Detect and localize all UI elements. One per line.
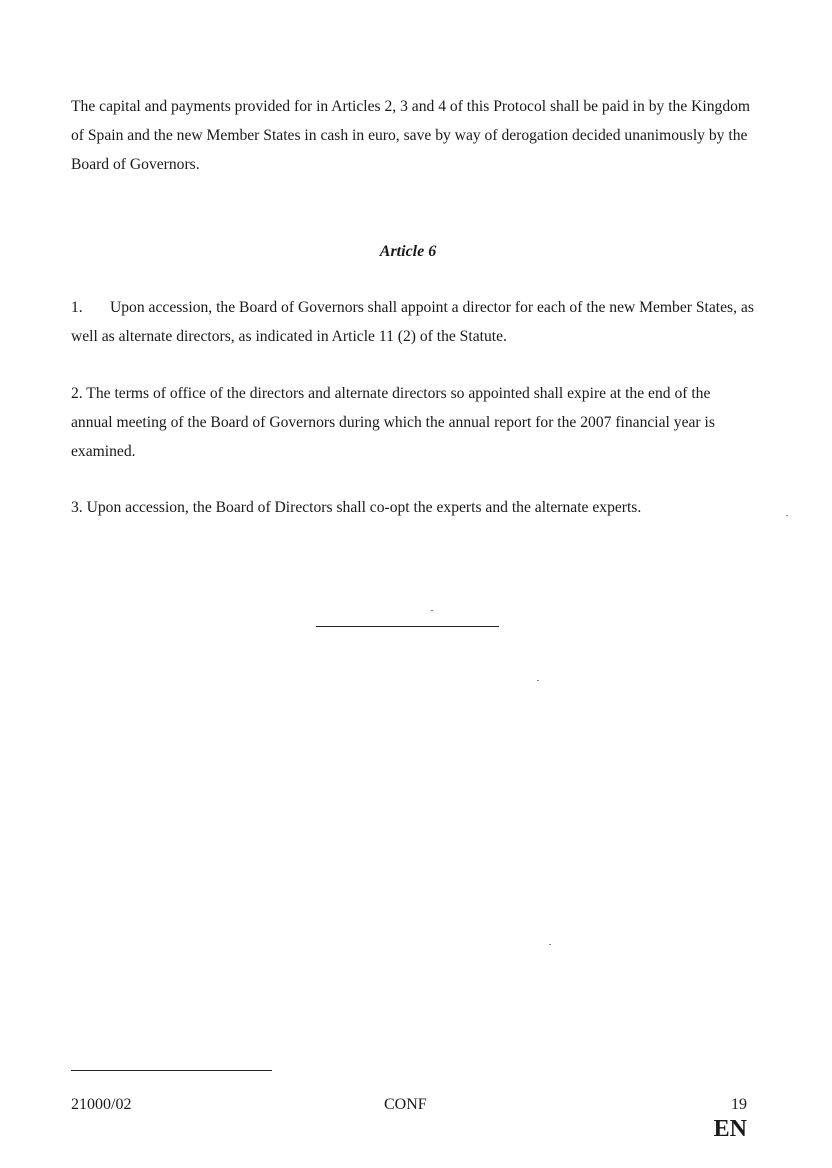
footer-divider xyxy=(71,1070,272,1071)
scan-speck xyxy=(549,944,551,945)
scan-speck xyxy=(431,610,433,611)
paragraph-2: 2. The terms of office of the directors and alternate directors so appointed shall expire at the end of the annual meeting of the Board of Governors during which the annual report for the 2007 financial year is examined. xyxy=(71,385,715,460)
intro-paragraph: The capital and payments provided for in Articles 2, 3 and 4 of this Protocol shall be paid in by the Kingdom of Spain and the new Member States in cash in euro, save by way of derogation decided unanimously by the Board of Governors. xyxy=(71,98,751,173)
language-code: EN xyxy=(713,1116,747,1142)
paragraph-1 xyxy=(71,293,755,351)
scan-speck xyxy=(537,680,539,681)
section-end-divider xyxy=(316,626,499,627)
page-number: 19 xyxy=(731,1096,747,1113)
document-reference: 21000/02 xyxy=(71,1096,132,1113)
paragraph-1-text: Upon accession, the Board of Governors shall appoint a director for each of the new Member States, as well as alternate directors, as indicated in Article 11 (2) of the Statute. xyxy=(71,299,754,345)
classification-mark: CONF xyxy=(384,1096,427,1113)
article-heading: Article 6 xyxy=(379,243,437,260)
paragraph-3: 3. Upon accession, the Board of Directors shall co-opt the experts and the alternate experts. xyxy=(71,499,642,516)
scan-speck xyxy=(786,515,788,516)
paragraph-1-number: 1. xyxy=(71,299,83,316)
